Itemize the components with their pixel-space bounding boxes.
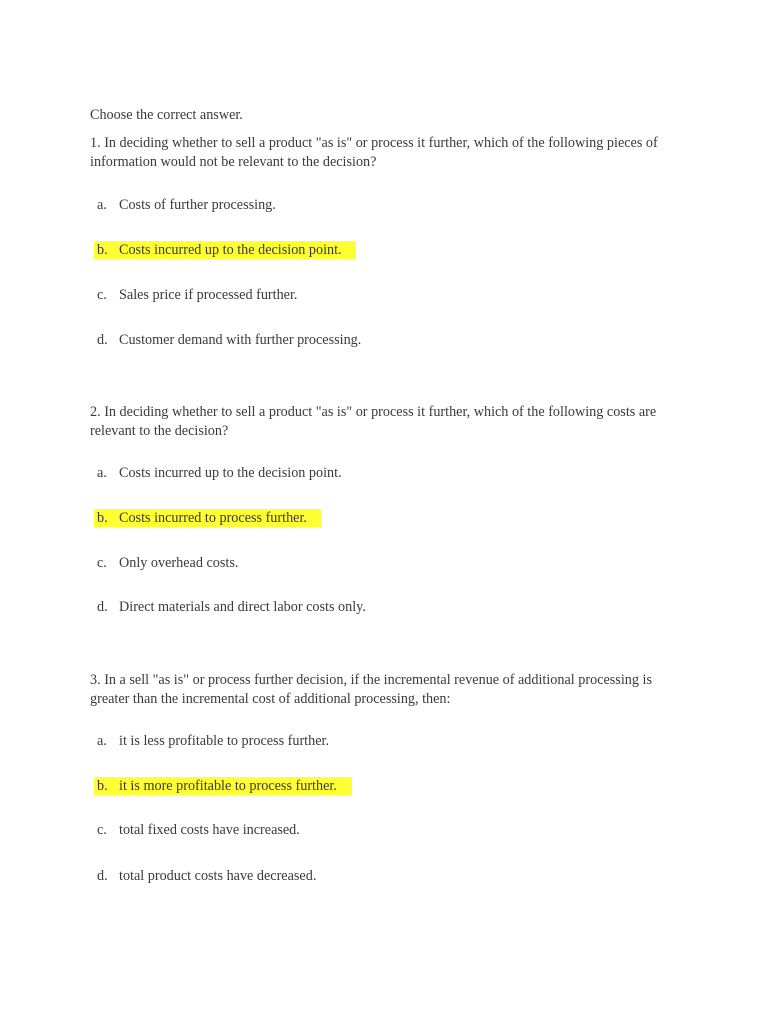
option-text: Sales price if processed further. (119, 287, 298, 303)
option-text: Costs incurred up to the decision point. (119, 465, 342, 481)
option-text: total product costs have decreased. (119, 868, 317, 884)
option-letter: d. (97, 868, 108, 884)
option-text: Only overhead costs. (119, 555, 239, 571)
option-text: it is more profitable to process further. (119, 778, 337, 794)
question-2 (90, 403, 690, 615)
option-letter: d. (97, 599, 108, 615)
option-text: Customer demand with further processing. (119, 332, 362, 348)
option-letter: b. (97, 242, 108, 258)
question-text: 3. In a sell "as is" or process further decision, if the incremental revenue of additional processing is greater than the incremental cost of additional processing, then: (90, 672, 652, 707)
question-3 (90, 671, 690, 884)
question-text: 1. In deciding whether to sell a product "as is" or process it further, which of the following pieces of information would not be relevant to the decision? (90, 135, 658, 170)
option-text: total fixed costs have increased. (119, 822, 300, 838)
instruction-text: Choose the correct answer. (90, 107, 243, 123)
option-letter: a. (97, 733, 107, 749)
option-letter: a. (97, 465, 107, 481)
option-text: Costs incurred up to the decision point. (119, 242, 342, 258)
option-letter: a. (97, 197, 107, 213)
option-text: Costs of further processing. (119, 197, 276, 213)
option-text: Costs incurred to process further. (119, 510, 307, 526)
option-letter: c. (97, 555, 107, 571)
option-letter: b. (97, 510, 108, 526)
question-1 (90, 134, 690, 348)
option-letter: c. (97, 822, 107, 838)
option-letter: b. (97, 778, 108, 794)
question-text: 2. In deciding whether to sell a product "as is" or process it further, which of the following costs are relevant to the decision? (90, 404, 657, 439)
option-letter: c. (97, 287, 107, 303)
option-letter: d. (97, 332, 108, 348)
option-text: Direct materials and direct labor costs only. (119, 599, 366, 615)
option-text: it is less profitable to process further. (119, 733, 330, 749)
